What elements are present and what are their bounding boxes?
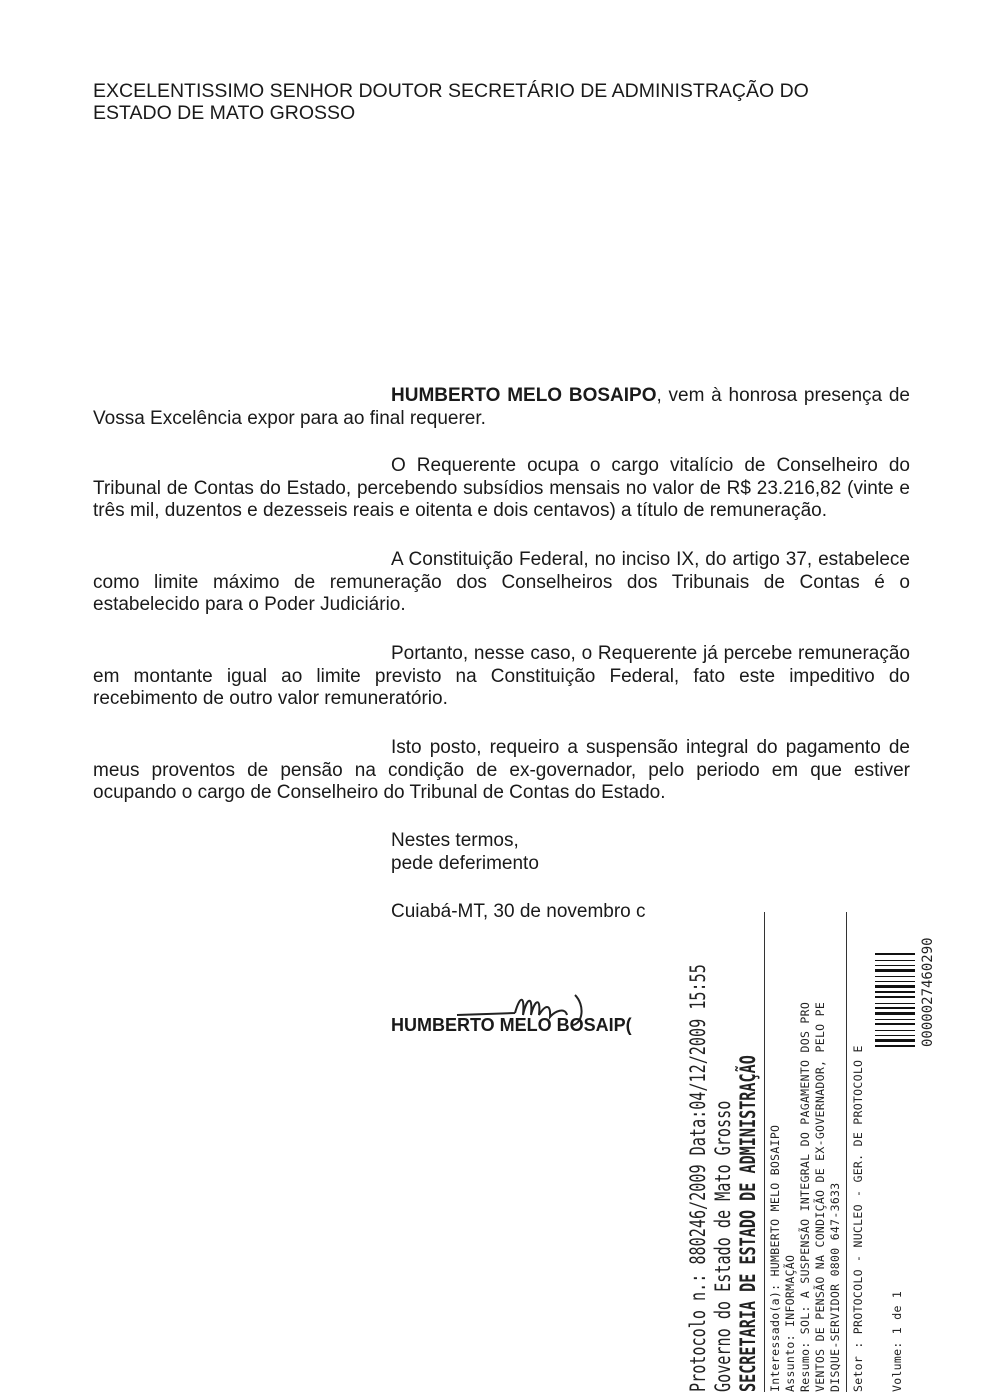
divider	[846, 912, 847, 1392]
barcode-bar	[875, 989, 915, 990]
barcode-bar	[875, 981, 915, 982]
barcode-bar	[875, 996, 915, 998]
barcode-bar	[875, 962, 915, 964]
header-line-1: EXCELENTISSIMO SENHOR DOUTOR SECRETÁRIO DE ADMINISTRAÇÃO DO	[93, 80, 809, 102]
signature-name: HUMBERTO MELO BOSAIP(	[391, 1015, 632, 1035]
closing-line-1: Nestes termos,	[391, 830, 519, 851]
barcode-number: 0000027460290	[920, 937, 936, 1047]
stamp-resumo-cont: VENTOS DE PENSÃO NA CONDIÇÃO DE EX-GOVERNADOR, PELO PE	[813, 1001, 827, 1392]
barcode-bar	[875, 994, 915, 995]
barcode-bar	[875, 1007, 915, 1009]
barcode-bar	[875, 985, 915, 988]
divider	[764, 912, 765, 1392]
barcode-bar	[875, 1005, 915, 1006]
paragraph-portanto: Portanto, nesse caso, o Requerente já percebe remuneração em montante igual ao limite previsto na Constituição Federal, fato este impeditivo do recebimento de outro valor remuneratório.	[93, 643, 910, 709]
barcode-bar	[875, 973, 915, 975]
barcode-bar	[875, 960, 915, 961]
barcode-bar	[875, 976, 915, 977]
barcode-bar	[875, 1045, 915, 1047]
barcode-bar	[875, 991, 915, 993]
barcode-bar	[875, 978, 915, 980]
barcode-bar	[875, 956, 915, 959]
header-line-2: ESTADO DE MATO GROSSO	[93, 102, 356, 124]
barcode-bar	[875, 1032, 915, 1034]
barcode-bar	[875, 1030, 915, 1031]
barcode-bar	[875, 1043, 915, 1044]
barcode	[875, 922, 915, 1047]
barcode-bar	[875, 1016, 915, 1018]
barcode-bar	[875, 969, 915, 972]
closing-formula	[391, 829, 539, 875]
place-date: Cuiabá-MT, 30 de novembro c	[391, 901, 646, 922]
barcode-bar	[875, 967, 915, 968]
barcode-bar	[875, 1021, 915, 1022]
barcode-bar	[875, 1026, 915, 1029]
barcode-bar	[875, 1003, 915, 1004]
stamp-disque: DISQUE-SERVIDOR 0800 647-3633	[828, 1182, 842, 1392]
paragraph-constituicao: A Constituição Federal, no inciso IX, do artigo 37, estabelece como limite máximo de remuneração dos Conselheiros dos Tribunais de Contas é o estabelecido para o Poder Judiciário.	[93, 549, 910, 615]
stamp-setor: Setor : PROTOCOLO - NUCLEO - GER. DE PROTOCOLO E	[851, 1045, 865, 1392]
protocol-number: Protocolo n.: 880246/2009 Data:04/12/2009 15:55	[686, 964, 710, 1392]
barcode-bar	[875, 1023, 915, 1025]
intro-text: , vem à honrosa presença de Vossa Excelência expor para ao final requerer.	[93, 385, 910, 429]
barcode-bar	[875, 953, 915, 955]
closing-line-2: pede deferimento	[391, 853, 539, 874]
barcode-bar	[875, 1035, 915, 1036]
requester-name: HUMBERTO MELO BOSAIPO	[391, 385, 657, 406]
barcode-bar	[875, 1012, 915, 1015]
barcode-bar	[875, 965, 915, 966]
paragraph-request: Isto posto, requeiro a suspensão integral do pagamento de meus proventos de pensão na condição de ex-governador, pelo periodo em que estiver ocupando o cargo de Conselheiro do Tribunal de Contas do Estado.	[93, 737, 910, 803]
paragraph-intro	[93, 385, 910, 430]
stamp-assunto: Assunto: INFORMAÇÃO	[783, 1254, 797, 1392]
stamp-secretaria: SECRETARIA DE ESTADO DE ADMINISTRAÇÃO	[736, 1055, 760, 1392]
addressee-header	[93, 80, 893, 124]
barcode-bar	[875, 999, 915, 1002]
stamp-volume: Volume: 1 de 1	[890, 1290, 904, 1392]
barcode-bar	[875, 983, 915, 984]
barcode-bar	[875, 1019, 915, 1020]
barcode-bar	[875, 1039, 915, 1042]
stamp-resumo: Resumo: SOL: A SUSPENSÃO INTEGRAL DO PAGAMENTO DOS PRO	[798, 1001, 812, 1392]
barcode-bar	[875, 1010, 915, 1011]
barcode-bar	[875, 1037, 915, 1038]
stamp-government: Governo do Estado de Mato Grosso	[711, 1100, 735, 1392]
protocol-stamp	[680, 900, 960, 1392]
paragraph-cargo: O Requerente ocupa o cargo vitalício de Conselheiro do Tribunal de Contas do Estado, percebendo subsídios mensais no valor de R$ 23.216,82 (vinte e três mil, duzentos e dezesseis reais e oitenta e dois centavos) a título de remuneração.	[93, 455, 910, 521]
stamp-interessado: Interessado(a): HUMBERTO MELO BOSAIPO	[768, 1124, 782, 1392]
